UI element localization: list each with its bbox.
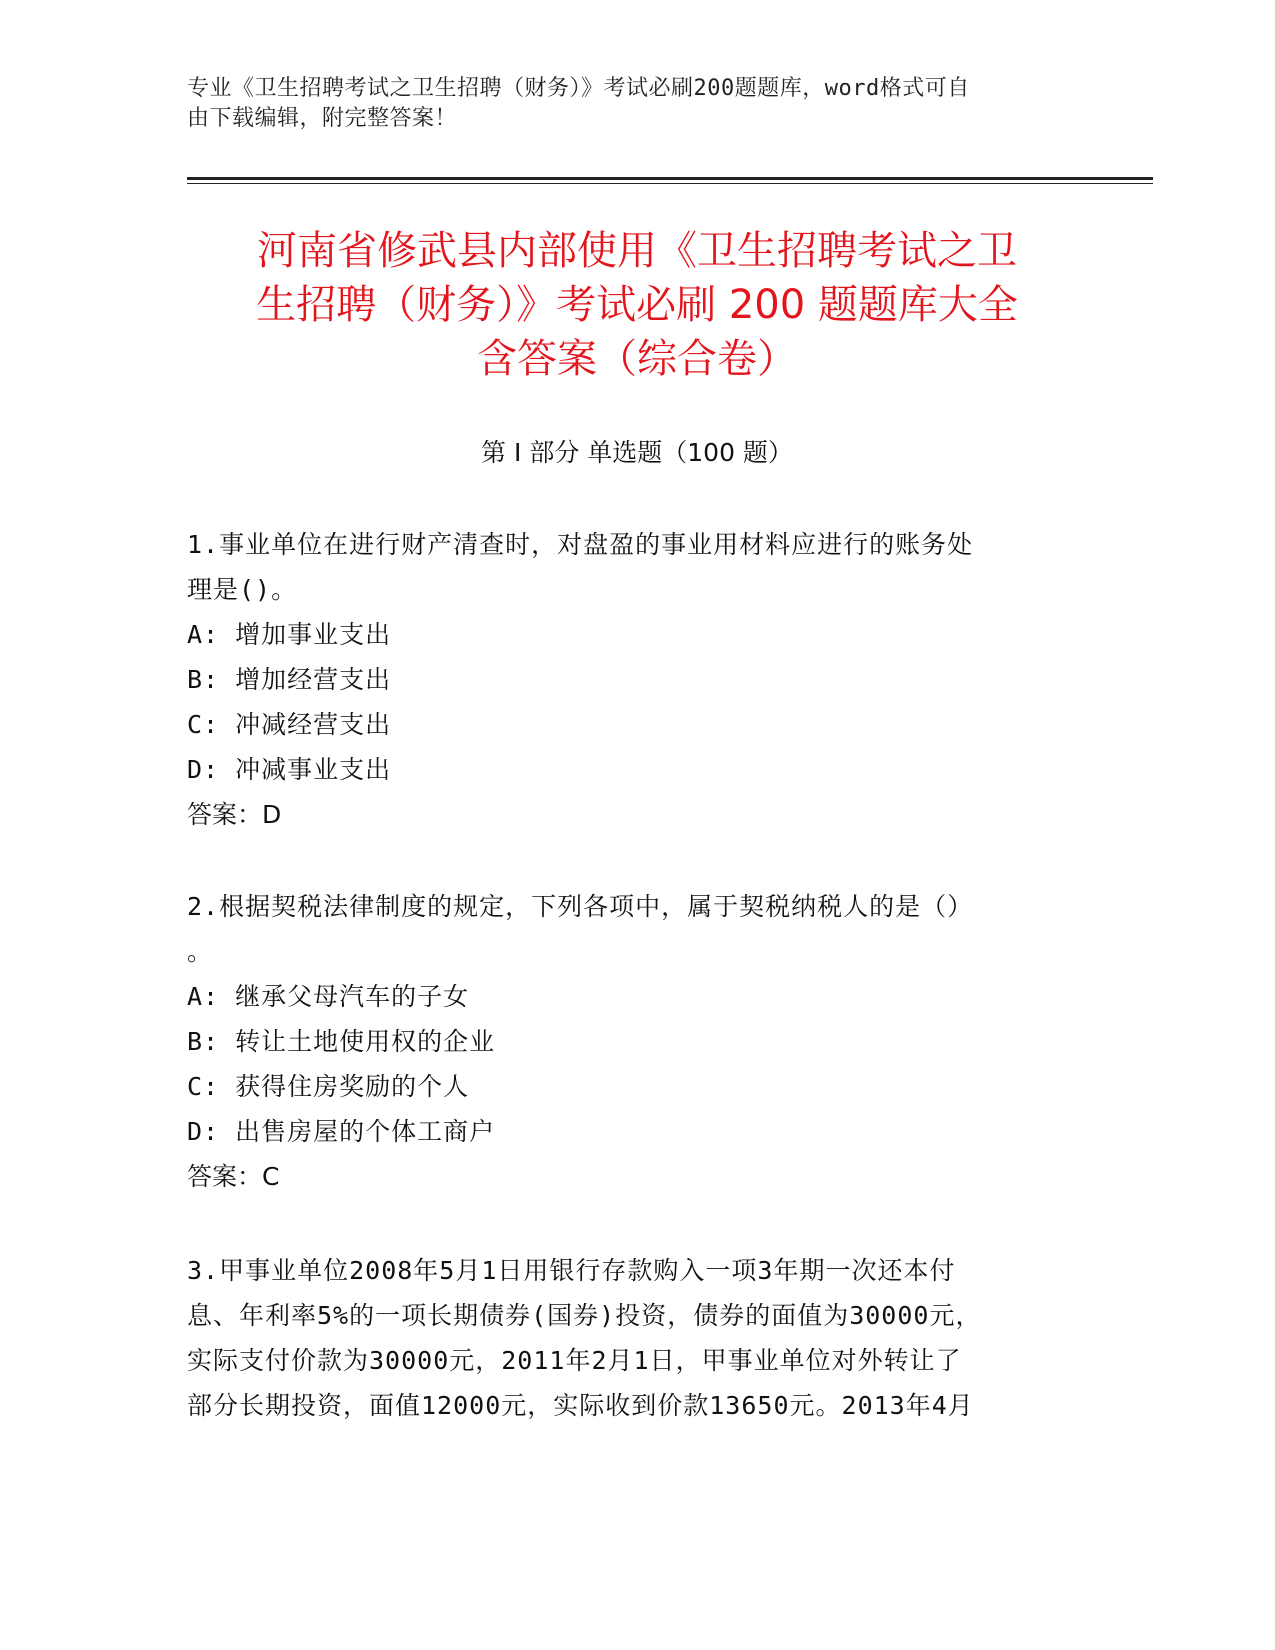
document-title-line-1: 河南省修武县内部使用《卫生招聘考试之卫 — [257, 228, 1017, 274]
document-title-line-2: 生招聘（财务）》考试必刷 200 题题库大全 — [256, 282, 1018, 328]
question-2-option-a: A: 继承父母汽车的子女 — [187, 982, 470, 1011]
question-2-text-line-1: 2.根据契税法律制度的规定，下列各项中，属于契税纳税人的是（） — [187, 892, 974, 921]
question-3-text-line-2: 息、年利率5%的一项长期债券(国券)投资，债券的面值为30000元， — [187, 1301, 982, 1330]
question-3-text-line-4: 部分长期投资，面值12000元，实际收到价款13650元。2013年4月 — [187, 1391, 974, 1420]
question-3 — [187, 1248, 1067, 1428]
header-rule-thin — [187, 183, 1153, 184]
header-note-line-1: 专业《卫生招聘考试之卫生招聘（财务）》考试必刷200题题库，word格式可自 — [187, 76, 970, 101]
question-1-text-line-2: 理是()。 — [187, 575, 298, 604]
header-note — [187, 74, 1067, 134]
document-title-line-3: 含答案（综合卷） — [477, 336, 797, 382]
question-3-text-line-3: 实际支付价款为30000元，2011年2月1日，甲事业单位对外转让了 — [187, 1346, 962, 1375]
question-1-option-b: B: 增加经营支出 — [187, 665, 392, 694]
question-1 — [187, 522, 1067, 837]
question-2 — [187, 884, 1067, 1199]
question-2-answer: 答案：C — [187, 1162, 280, 1191]
section-title: 第 I 部分 单选题（100 题） — [481, 438, 793, 467]
question-1-option-a: A: 增加事业支出 — [187, 620, 392, 649]
question-2-option-c: C: 获得住房奖励的个人 — [187, 1072, 470, 1101]
header-rule-thick — [187, 177, 1153, 180]
question-2-option-d: D: 出售房屋的个体工商户 — [187, 1117, 496, 1146]
question-2-text-line-2: 。 — [187, 937, 214, 966]
question-3-text-line-1: 3.甲事业单位2008年5月1日用银行存款购入一项3年期一次还本付 — [187, 1256, 956, 1285]
question-1-answer: 答案：D — [187, 800, 282, 829]
question-2-option-b: B: 转让土地使用权的企业 — [187, 1027, 496, 1056]
question-1-text-line-1: 1.事业单位在进行财产清查时，对盘盈的事业用材料应进行的账务处 — [187, 530, 974, 559]
document-title — [187, 224, 1087, 386]
question-1-option-c: C: 冲减经营支出 — [187, 710, 392, 739]
question-1-option-d: D: 冲减事业支出 — [187, 755, 392, 784]
header-note-line-2: 由下载编辑，附完整答案！ — [187, 106, 458, 131]
